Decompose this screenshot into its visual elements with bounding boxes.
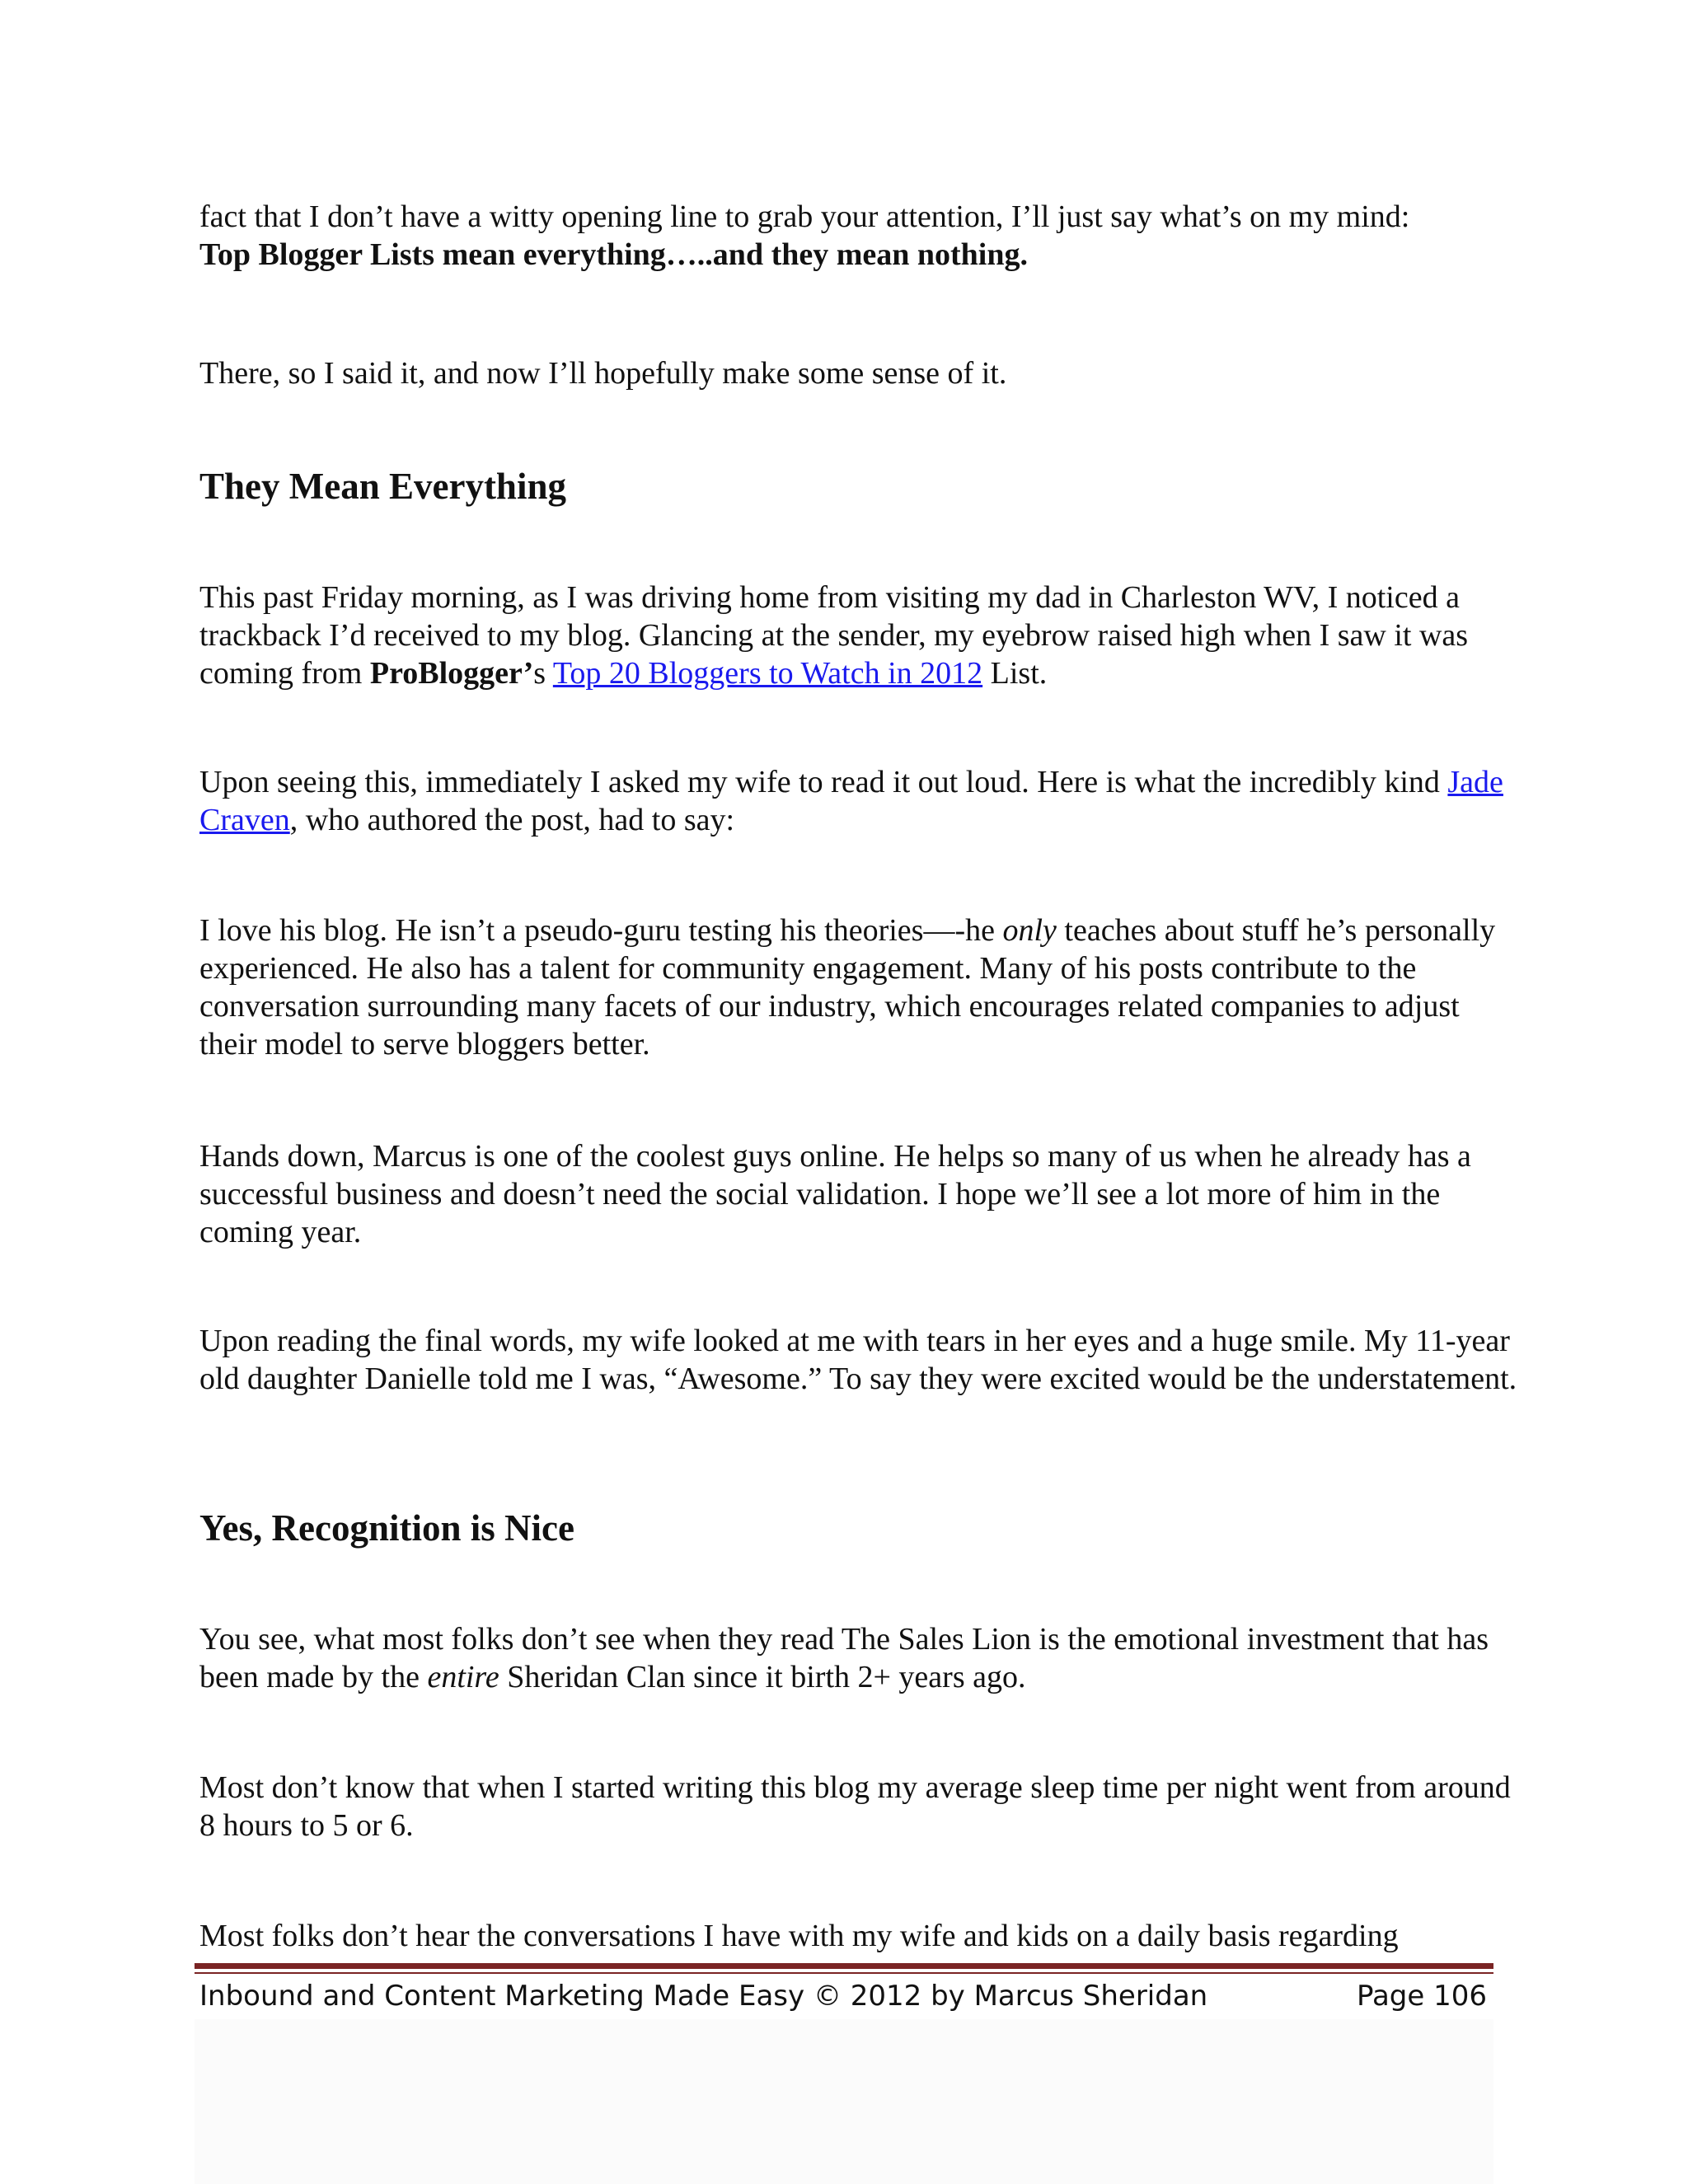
paragraph-final-words: Upon reading the final words, my wife looked at me with tears in her eyes and a huge smile. My 11-year old daughter Danielle told me I was, “Awesome.” To say they were excited would be the understatement.: [199, 1324, 1517, 1396]
paragraph-you-see: [199, 1620, 1518, 1696]
paragraph-quote-hands-down: Hands down, Marcus is one of the coolest guys online. He helps so many of us when he already has a successful business and doesn’t need the social validation. I hope we’ll see a lot more of him in the coming year.: [199, 1139, 1471, 1249]
paragraph-text: List.: [982, 656, 1048, 691]
problogger-bold: ProBlogger’: [369, 656, 534, 691]
footer-divider: [195, 1963, 1493, 1969]
paragraph-there: There, so I said it, and now I’ll hopefully make some sense of it.: [199, 356, 1007, 391]
jade-craven-link[interactable]: Jade Craven: [199, 765, 1503, 837]
paragraph-sleep-time: Most don’t know that when I started writing this blog my average sleep time per night went from around 8 hours to 5 or 6.: [199, 1770, 1511, 1843]
page-bottom-margin: [195, 2019, 1493, 2184]
paragraph-text: This past Friday morning, as I was driving home from visiting my dad in Charleston WV, I noticed a trackback I’d received to my blog. Glancing at the sender, my eyebrow raised high when I saw it was coming from: [199, 580, 1469, 691]
top-20-bloggers-link[interactable]: Top 20 Bloggers to Watch in 2012: [552, 656, 983, 691]
paragraph-text: I love his blog. He isn’t a pseudo-guru testing his theories—-he: [199, 913, 1003, 948]
paragraph-text: Sheridan Clan since it birth 2+ years ago.: [499, 1660, 1026, 1694]
intro-paragraph: [199, 198, 1518, 274]
footer-copyright: Inbound and Content Marketing Made Easy © 2012 by Marcus Sheridan: [199, 1980, 1208, 2013]
paragraph-conversations: Most folks don’t hear the conversations I have with my wife and kids on a daily basis regarding: [199, 1919, 1399, 1953]
paragraph-text: You see, what most folks don’t see when they read The Sales Lion is the emotional investment that has been made by the: [199, 1622, 1489, 1694]
paragraph-text: s: [533, 656, 553, 691]
paragraph-text: , who authored the post, had to say:: [289, 803, 735, 837]
section-heading-they-mean-everything: They Mean Everything: [199, 466, 566, 507]
footer-divider-thin: [195, 1972, 1493, 1974]
paragraph-text: teaches about stuff he’s personally experienced. He also has a talent for community engagement. Many of his posts contribute to the conversation surrounding many facets of our industry, which encourages related companies to adjust their model to serve bloggers better.: [199, 913, 1496, 1062]
paragraph-upon-seeing: [199, 763, 1518, 839]
section-heading-recognition: Yes, Recognition is Nice: [199, 1507, 574, 1549]
emphasis-only: only: [1002, 913, 1057, 948]
footer-page-number: Page 106: [1356, 1980, 1487, 2013]
paragraph-text: Upon seeing this, immediately I asked my wife to read it out loud. Here is what the incredibly kind: [199, 765, 1448, 799]
intro-bold-statement: Top Blogger Lists mean everything…..and they mean nothing.: [199, 237, 1028, 272]
intro-line: fact that I don’t have a witty opening line to grab your attention, I’ll just say what’s on my mind:: [199, 199, 1410, 234]
paragraph-quote-love-blog: [199, 912, 1518, 1063]
paragraph-friday-morning: [199, 579, 1518, 692]
emphasis-entire: entire: [427, 1660, 499, 1694]
